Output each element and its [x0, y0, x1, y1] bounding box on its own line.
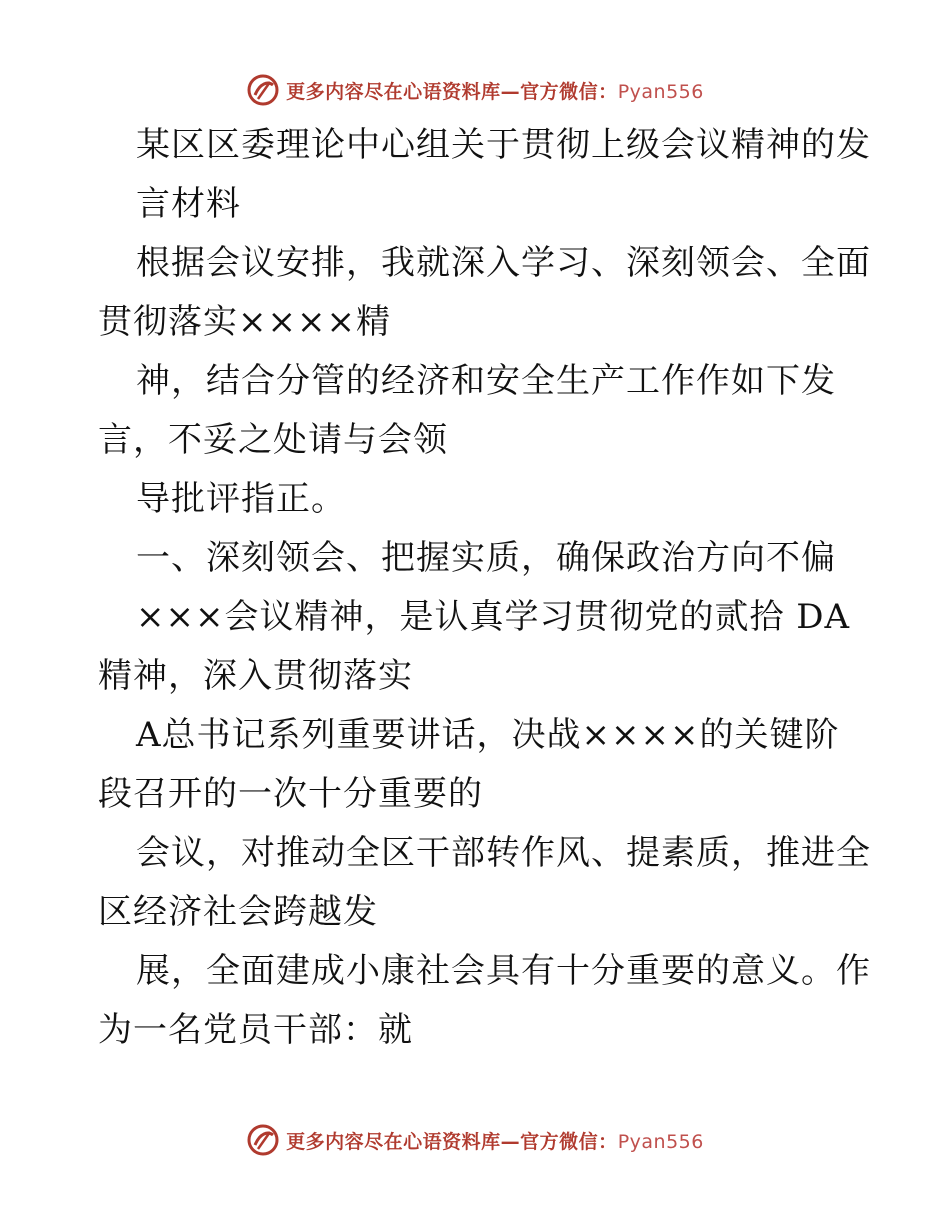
text-line: A总书记系列重要讲话，决战××××的关键阶 [136, 715, 840, 755]
brand-logo-icon [246, 73, 280, 107]
text-line: 导批评指正。 [136, 479, 346, 519]
text-line: ×××会议精神，是认真学习贯彻党的贰拾 DA [136, 597, 851, 637]
document-body [98, 116, 871, 1060]
text-line: 贯彻落实××××精 [98, 302, 391, 342]
brand-logo-icon [246, 1123, 280, 1157]
header-watermark-banner [0, 70, 950, 110]
text-line: 区经济社会跨越发 [98, 892, 378, 932]
footer-watermark-text: 更多内容尽在心语资料库—官方微信：Pyan556 [286, 1130, 704, 1153]
text-line: 为一名党员干部：就 [98, 1010, 413, 1050]
text-line: 段召开的一次十分重要的 [98, 774, 483, 814]
footer-watermark-banner [0, 1120, 950, 1160]
text-line: 展，全面建成小康社会具有十分重要的意义。作 [136, 951, 871, 991]
header-watermark-text: 更多内容尽在心语资料库—官方微信：Pyan556 [286, 80, 704, 103]
text-line: 某区区委理论中心组关于贯彻上级会议精神的发 [136, 125, 871, 165]
text-line: 会议，对推动全区干部转作风、提素质，推进全 [136, 833, 871, 873]
text-line: 根据会议安排，我就深入学习、深刻领会、全面 [136, 243, 871, 283]
text-line: 一、深刻领会、把握实质，确保政治方向不偏 [136, 538, 836, 578]
text-line: 精神，深入贯彻落实 [98, 656, 413, 696]
text-line: 言材料 [136, 184, 241, 224]
text-line: 神，结合分管的经济和安全生产工作作如下发 [136, 361, 836, 401]
text-line: 言，不妥之处请与会领 [98, 420, 448, 460]
